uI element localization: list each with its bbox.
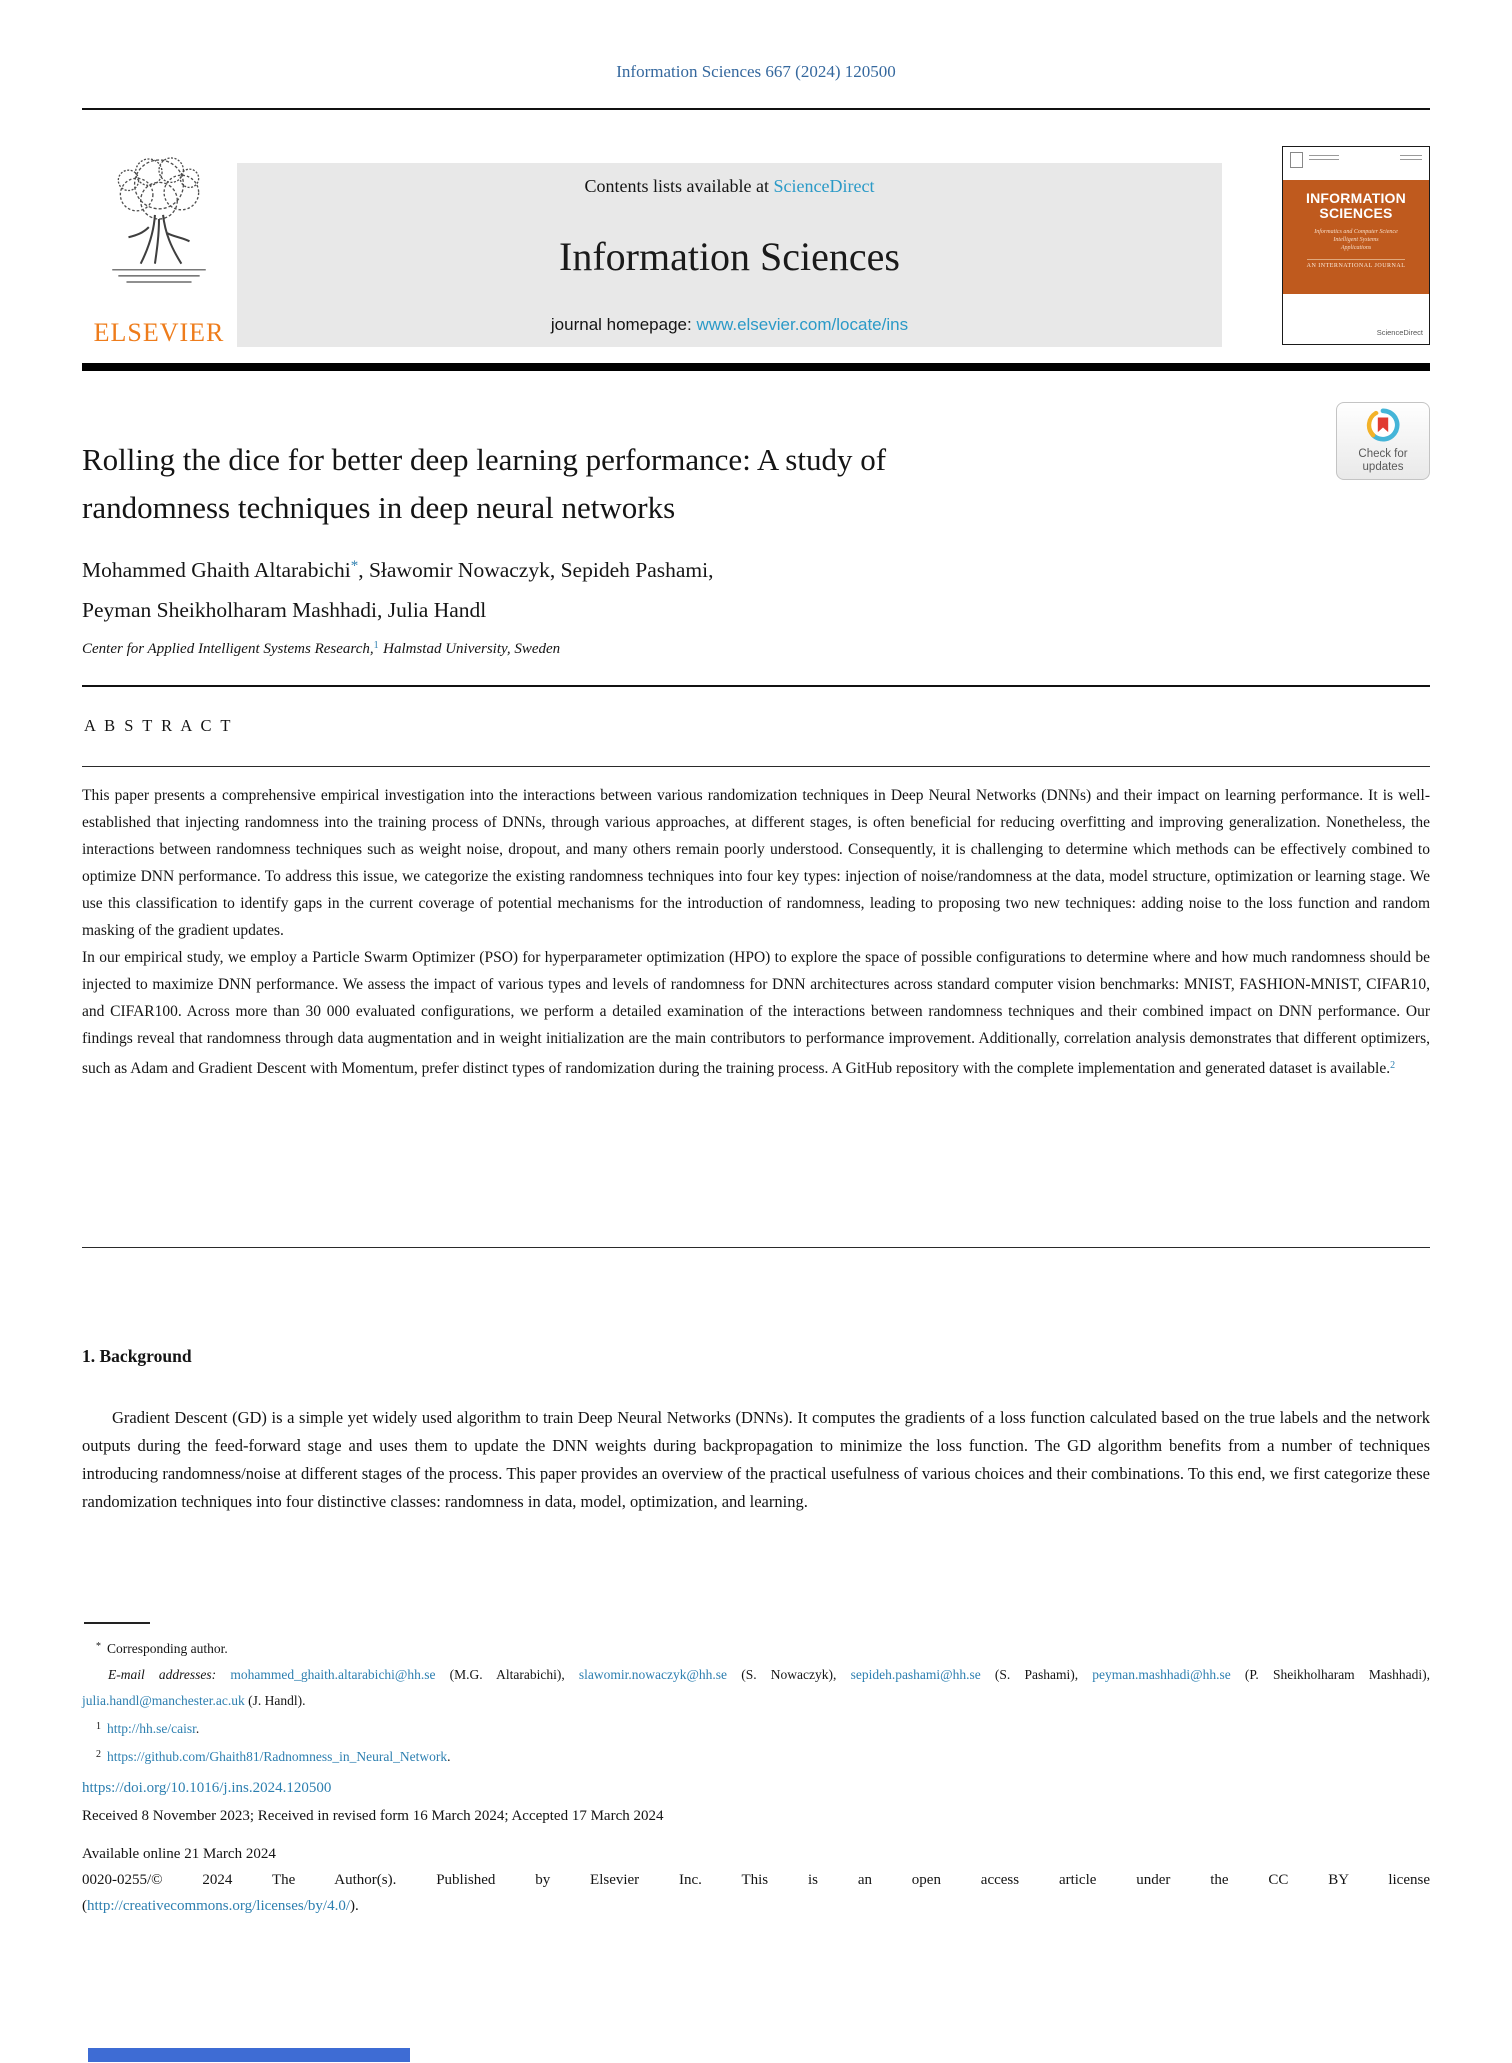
footnote-rule xyxy=(84,1622,150,1624)
doi-line xyxy=(82,1780,331,1797)
cc-by-license-link[interactable]: http://creativecommons.org/licenses/by/4.0/ xyxy=(87,1898,351,1914)
email-link-altarabichi[interactable]: mohammed_ghaith.altarabichi@hh.se xyxy=(230,1667,436,1682)
cover-elsevier-mark-icon xyxy=(1290,152,1303,168)
email-link-mashhadi[interactable]: peyman.mashhadi@hh.se xyxy=(1092,1667,1231,1682)
email-link-pashami[interactable]: sepideh.pashami@hh.se xyxy=(850,1667,981,1682)
cover-top-lines-left xyxy=(1309,155,1339,163)
github-link[interactable]: https://github.com/Ghaith81/Radnomness_in_Neural_Network xyxy=(107,1749,448,1764)
footnote-1: $^1$ http://hh.se/caisr. xyxy=(96,1721,200,1736)
abstract-paragraph-1: This paper presents a comprehensive empirical investigation into the interactions between various randomization techniques in Deep Neural Networks (DNNs) and their impact on learning performance. It is well-established that injecting randomness into the training process of DNNs, through various approaches, at different stages, is often beneficial for reducing overfitting and improving generalization. Nonetheless, the interactions between randomness techniques such as weight noise, dropout, and many others remain poorly understood. Consequently, it is challenging to determine which methods can be effectively combined to optimize DNN performance. To address this issue, we categorize the existing randomness techniques into four key types: injection of noise/randomness at the data, model structure, optimization or learning stage. We use this classification to identify gaps in the current coverage of potential mechanisms for the introduction of randomness, leading to proposing two new techniques: adding noise to the loss function and random masking of the gradient updates. xyxy=(82,787,1430,939)
corresponding-author-marker[interactable]: * xyxy=(350,558,359,574)
available-online-line: Available online 21 March 2024 xyxy=(82,1846,276,1862)
homepage-prefix: journal homepage: xyxy=(550,315,692,334)
abstract-heading: A B S T R A C T xyxy=(84,716,233,735)
cover-top-strip xyxy=(1283,147,1429,180)
contents-prefix: Contents lists available at xyxy=(584,176,769,196)
author-altarabichi: Mohammed Ghaith Altarabichi xyxy=(82,558,351,582)
email-link-handl[interactable]: julia.handl@manchester.ac.uk xyxy=(82,1693,245,1708)
abstract-top-rule xyxy=(82,685,1430,687)
cover-title-line2: SCIENCES xyxy=(1319,205,1393,221)
journal-homepage-link[interactable]: www.elsevier.com/locate/ins xyxy=(696,315,909,334)
elsevier-tree-icon xyxy=(98,146,220,296)
elsevier-wordmark: ELSEVIER xyxy=(93,318,225,347)
masthead-band xyxy=(237,163,1222,347)
github-footnote-marker[interactable]: 2 xyxy=(1390,1060,1396,1071)
footnotes xyxy=(82,1634,1430,1770)
elsevier-logo[interactable] xyxy=(84,146,234,348)
footnote-2: $^2$ https://github.com/Ghaith81/Radnomness_in_Neural_Network. xyxy=(96,1749,451,1764)
received-dates-line: Received 8 November 2023; Received in revised form 16 March 2024; Accepted 17 March 2024 xyxy=(82,1808,664,1824)
copyright-line: 0020-0255/© 2024 The Author(s). Published by Elsevier Inc. This is an open access article under the CC BY license xyxy=(82,1872,1430,1888)
journal-title: Information Sciences xyxy=(559,233,900,279)
abstract-heading-rule xyxy=(82,766,1430,767)
contents-line xyxy=(237,176,1222,197)
cover-tagline: AN INTERNATIONAL JOURNAL xyxy=(1307,259,1406,269)
email-addresses-footnote: E-mail addresses: mohammed_ghaith.altarabichi@hh.se (M.G. Altarabichi), slawomir.nowaczyk@hh.se (S. Nowaczyk), sepideh.pashami@hh.se (S. Pashami), peyman.mashhadi@hh.se (P. Sheikholharam Mashhadi), julia.handl@manchester.ac.uk (J. Handl). xyxy=(82,1667,1430,1708)
journal-citation: Information Sciences 667 (2024) 120500 xyxy=(616,62,896,81)
sciencedirect-link[interactable]: ScienceDirect xyxy=(773,176,875,196)
section-background-paragraph: Gradient Descent (GD) is a simple yet widely used algorithm to train Deep Neural Networks (DNNs). It computes the gradients of a loss function calculated based on the true labels and the network outputs during the feed-forward stage and uses them to update the DNN weights during backpropagation to minimize the loss function. The GD algorithm benefits from a number of techniques introducing randomness/noise at different stages of the process. This paper provides an overview of the practical usefulness of various choices and their combinations. To this end, we first categorize these randomization techniques into four distinctive classes: randomness in data, model, optimization, and learning. xyxy=(82,1408,1430,1511)
caisr-link[interactable]: http://hh.se/caisr xyxy=(107,1721,196,1736)
top-rule xyxy=(82,108,1430,110)
affiliation-footnote-marker[interactable]: 1 xyxy=(373,640,379,651)
section-heading-background: 1. Background xyxy=(82,1346,192,1366)
article-title: Rolling the dice for better deep learning performance: A study of randomness techniques in deep neural networks xyxy=(82,442,887,525)
license-line: (http://creativecommons.org/licenses/by/4.0/). xyxy=(82,1898,359,1914)
abstract-paragraph-2: In our empirical study, we employ a Particle Swarm Optimizer (PSO) for hyperparameter optimization (HPO) to explore the space of possible configurations to determine where and how much randomness should be injected to maximize DNN performance. We assess the impact of various types and levels of randomness for DNN architectures across standard computer vision benchmarks: MNIST, FASHION-MNIST, CIFAR10, and CIFAR100. Across more than 30 000 evaluated configurations, we perform a detailed examination of the interactions between randomness techniques and their combined impact on DNN performance. Our findings reveal that randomness through data augmentation and in weight initialization are the main contributors to performance improvement. Additionally, correlation analysis demonstrates that different optimizers, such as Adam and Gradient Descent with Momentum, prefer distinct types of randomization during the training process. A GitHub repository with the complete implementation and generated dataset is available.$^2$ xyxy=(82,949,1430,1077)
doi-link[interactable]: https://doi.org/10.1016/j.ins.2024.120500 xyxy=(82,1780,332,1796)
authors-line-1: Mohammed Ghaith Altarabichi*, Sławomir Nowaczyk, Sepideh Pashami, xyxy=(82,558,714,582)
cover-subtitle: Informatics and Computer Science Intelligent Systems Applications xyxy=(1314,229,1398,251)
separator-bar xyxy=(82,363,1430,371)
crossmark-icon xyxy=(1366,408,1400,442)
author-list xyxy=(82,546,713,630)
bottom-blue-bar xyxy=(88,2048,410,2062)
check-for-updates-badge[interactable] xyxy=(1336,402,1430,480)
cover-top-lines-right xyxy=(1400,155,1422,163)
affiliation: Center for Applied Intelligent Systems Research,$^1$ Halmstad University, Sweden xyxy=(82,640,561,657)
abstract-bottom-rule xyxy=(82,1247,1430,1248)
corresponding-author-footnote: * Corresponding author. xyxy=(96,1641,228,1656)
cover-sciencedirect-brand: ScienceDirect xyxy=(1376,328,1423,337)
cover-orange-panel xyxy=(1283,180,1429,294)
homepage-line xyxy=(237,315,1222,335)
cover-bottom-strip xyxy=(1283,294,1429,342)
cover-title-line1: INFORMATION xyxy=(1306,190,1406,206)
email-link-nowaczyk[interactable]: slawomir.nowaczyk@hh.se xyxy=(578,1667,728,1682)
journal-cover-thumbnail[interactable] xyxy=(1282,146,1430,345)
check-for-updates-label: Check for updates xyxy=(1358,448,1408,473)
authors-line-2: Peyman Sheikholharam Mashhadi, Julia Handl xyxy=(82,598,487,622)
cover-journal-title xyxy=(1283,191,1429,221)
abstract-body xyxy=(82,782,1430,1082)
